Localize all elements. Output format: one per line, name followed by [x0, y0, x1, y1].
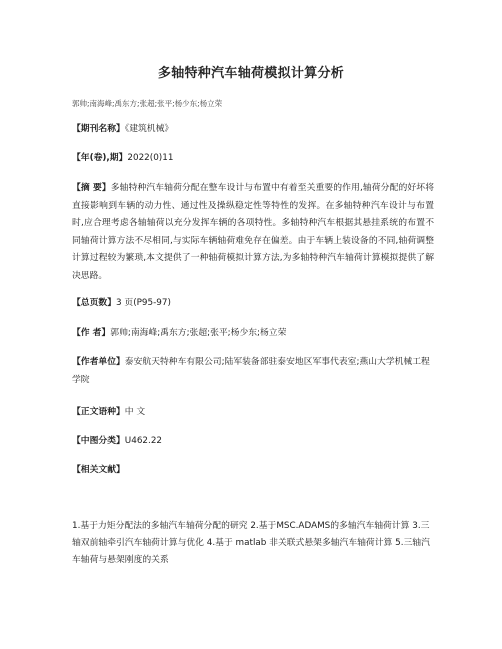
classification-value: U462.22 [124, 436, 163, 446]
affiliation-field [72, 354, 434, 389]
journal-label: 【期刊名称】 [72, 124, 125, 134]
classification-field [72, 433, 434, 451]
affiliation-value: 泰安航天特种车有限公司;陆军装备部驻泰安地区军事代表室;燕山大学机械工程学院 [72, 357, 430, 385]
issue-value: 2022(0)11 [127, 153, 174, 163]
pages-label: 【总页数】 [72, 298, 116, 308]
language-label: 【正文语种】 [72, 407, 125, 417]
pages-value: 3 页(P95-97) [116, 298, 171, 308]
abstract-text: 多轴特种汽车轴荷分配在整车设计与布置中有着至关重要的作用,轴荷分配的好坏将直接影响到车辆的动力性、通过性及操纵稳定性等特性的发挥。在多轴特种汽车设计与布置时,应合理考虑各轴轴荷以充分发挥车辆的各项特性。多轴特种汽车根据其悬挂系统的布置不同轴荷计算方法不尽相同,与实际车辆轴荷难免存在偏差。由于车辆上装设备的不同,轴荷调整计算过程较为繁琐,本文提供了一种轴荷模拟计算方法,为多轴特种汽车轴荷计算模拟提供了解决思路。 [72, 183, 434, 281]
issue-field [72, 150, 434, 168]
abstract-label: 【摘 要】 [72, 183, 111, 193]
related-label: 【相关文献】 [72, 465, 125, 475]
pages-field [72, 295, 434, 313]
author-field-value: 郭帅;南海峰;禹东方;张超;张平;杨少东;杨立荣 [110, 328, 287, 338]
abstract-field [72, 180, 434, 285]
language-field [72, 404, 434, 422]
language-value: 中 文 [124, 407, 146, 417]
journal-value: 《建筑机械》 [124, 124, 174, 134]
journal-field [72, 121, 434, 139]
related-heading [72, 462, 434, 480]
related-references: 1.基于力矩分配法的多轴汽车轴荷分配的研究 2.基于MSC.ADAMS的多轴汽车轴荷计算 3.三轴双前轴牵引汽车轴荷计算与优化 4.基于 matlab 非关联式悬架多轴汽车轴荷计算 5.三轴汽车轴荷与悬架刚度的关系 [72, 521, 430, 566]
classification-label: 【中图分类】 [72, 436, 125, 446]
author-field-label: 【作 者】 [72, 328, 111, 338]
author-list: 郭帅;南海峰;禹东方;张超;张平;杨少东;杨立荣 [72, 99, 223, 108]
affiliation-label: 【作者单位】 [72, 357, 125, 367]
page-title: 多轴特种汽车轴荷模拟计算分析 [157, 66, 345, 81]
issue-label: 【年(卷),期】 [72, 153, 128, 163]
author-field [72, 325, 434, 343]
